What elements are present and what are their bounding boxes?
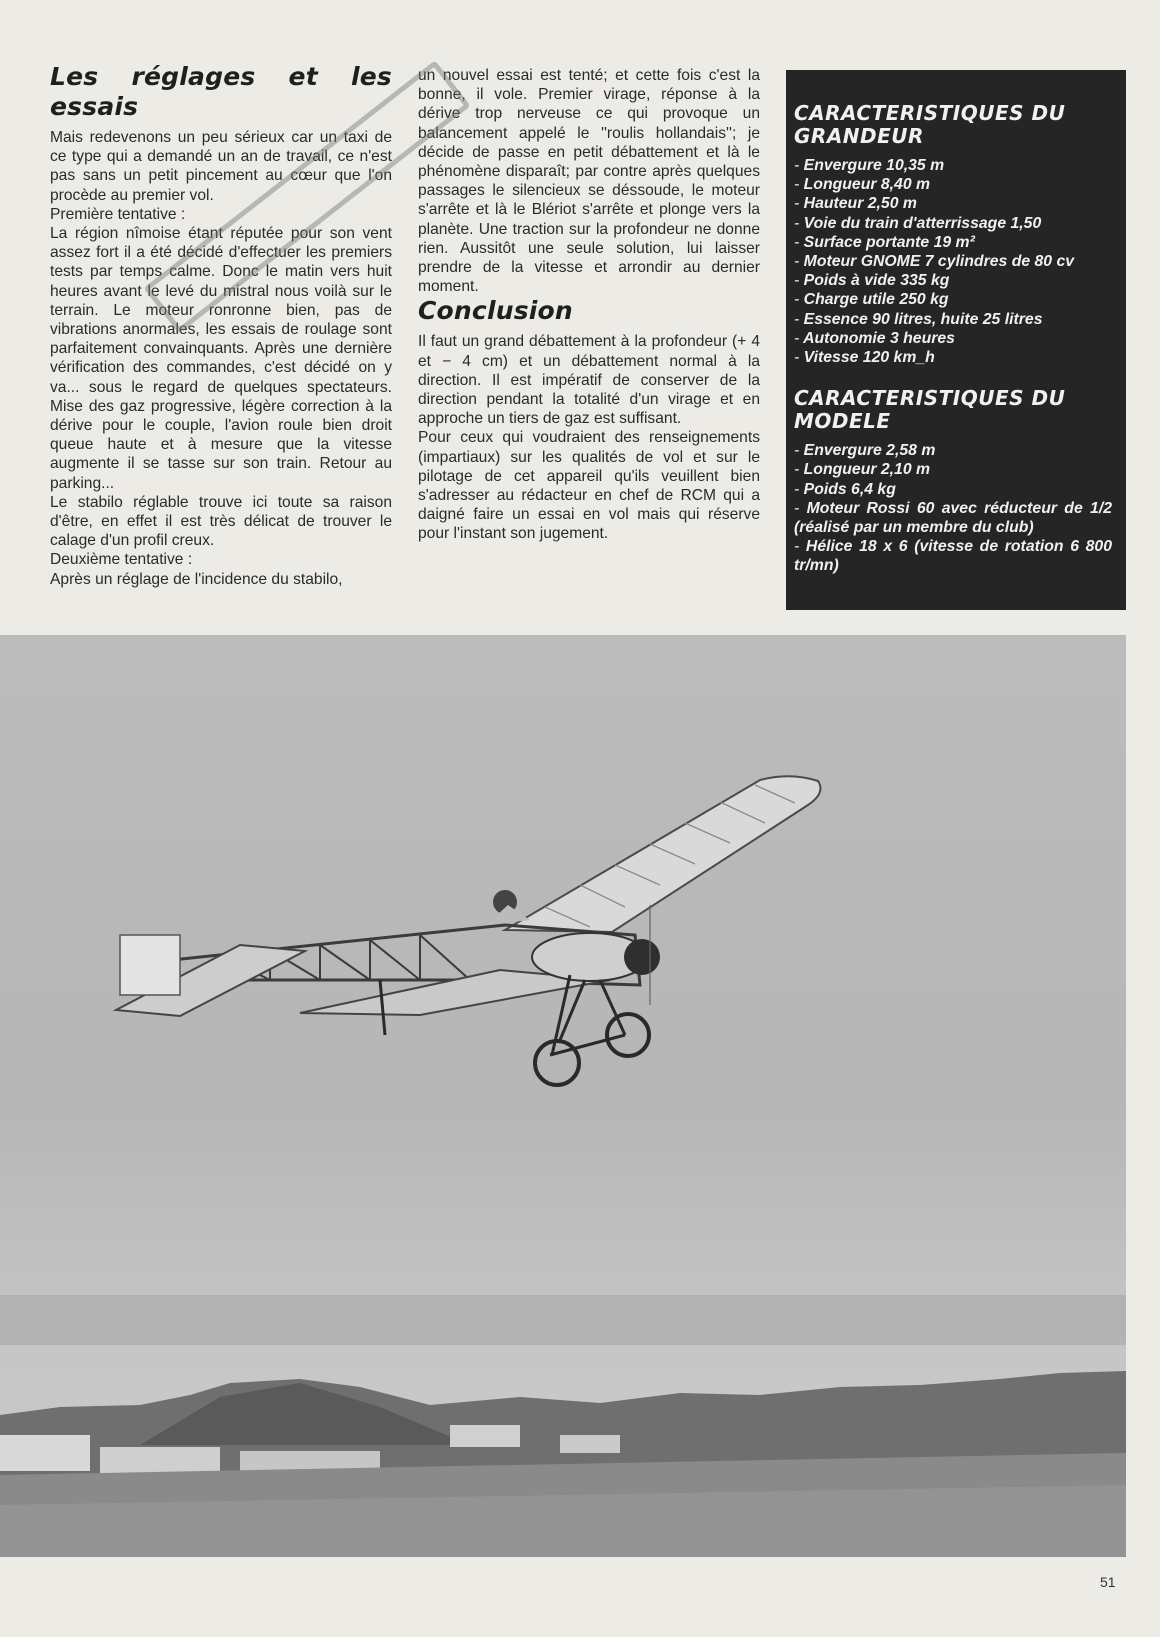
paragraph: Mais redevenons un peu sérieux car un taxi de ce type qui a demandé un an de travail, ce n'est pas sans un petit pincement au cœur que l'on procède au premier vol. <box>50 129 392 204</box>
specs-title-grandeur: CARACTERISTIQUES DU GRANDEUR <box>794 101 1066 148</box>
paragraph: un nouvel essai est tenté; et cette fois c'est la bonne, il vole. Premier virage, réponse à la dérive trop nerveuse ce qui provoque un balancement appelé le ''roulis hollandais''; je décide de passe en petit débattement et là le phénomène disparaît; par contre après quelques passages le silencieux se déssoude, le moteur s'arrête et là le Blériot s'arrête et plonge vers la planète. Une traction sur la profondeur ne donne rien. Aussitôt une seule solution, lui laisser prendre de la vitesse et arrondir au dernier moment. <box>418 67 760 296</box>
building <box>100 1447 220 1473</box>
spec-item: - Envergure 2,58 m <box>794 442 936 460</box>
spec-item: - Charge utile 250 kg <box>794 291 949 309</box>
paragraph: La région nîmoise étant réputée pour son vent assez fort il a été décidé d'effectuer les premiers tests par temps calme. Donc le matin vers huit heures avant le levé du mistral nous voilà sur le terrain. Le moteur ronronne bien, pas de vibrations anormales, les essais de roulage sont parfaitement convainquants. Après une dernière vérification des commandes, c'est décidé on y va... sous le regard de quelques spectateurs. Mise des gaz progressive, légère correction à la dérive pour le couple, l'avion roule bien droit queue haute et à mesure que la vitesse augmente il se tasse sur son train. Retour au parking... <box>50 225 392 492</box>
paragraph: Il faut un grand débattement à la profondeur (+ 4 et − 4 cm) et un débattement normal à la direction. Il est impératif de conserver de la direction pendant la totalité d'un virage et en approche un tiers de gaz est suffisant. <box>418 333 760 428</box>
aircraft-photo <box>0 635 1126 1557</box>
bleriot-monoplane-illustration <box>0 635 1126 1557</box>
specifications-box <box>786 70 1126 610</box>
spec-item: - Longueur 8,40 m <box>794 176 931 194</box>
page-number: 51 <box>1100 1574 1116 1590</box>
article-column-middle <box>418 66 760 544</box>
spec-item: - Hauteur 2,50 m <box>794 195 917 213</box>
rudder <box>120 935 180 995</box>
section-heading-conclusion: Conclusion <box>418 296 573 326</box>
specs-list-grandeur <box>794 156 1112 367</box>
building <box>560 1435 620 1453</box>
spec-item: - Poids à vide 335 kg <box>794 272 950 290</box>
paragraph: Pour ceux qui voudraient des renseignements (impartiaux) sur les qualités de vol et sur le pilotage de cet appareil qu'ils veuillent bien s'adresser au rédacteur en chef de RCM qui a daigné faire un essai en vol mais qui réserve pour l'instant son jugement. <box>418 429 760 543</box>
spec-item: - Hélice 18 x 6 (vitesse de rotation 6 800 tr/mn) <box>794 538 1112 575</box>
specs-title-modele: CARACTERISTIQUES DU MODELE <box>794 386 1066 434</box>
paragraph: Première tentative : <box>50 205 186 223</box>
spec-item: - Vitesse 120 km_h <box>794 349 935 367</box>
spec-item: - Surface portante 19 m² <box>794 233 975 251</box>
spec-item: - Moteur Rossi 60 avec réducteur de 1/2 (réalisé par un membre du club) <box>794 499 1112 537</box>
rotary-engine <box>624 939 660 975</box>
building <box>0 1435 90 1471</box>
specs-list-modele <box>794 441 1112 575</box>
spec-item: - Longueur 2,10 m <box>794 461 931 479</box>
section-heading-reglages: Les réglages et les essais <box>50 62 392 121</box>
spec-item: - Voie du train d'atterrissage 1,50 <box>794 214 1042 232</box>
spec-item: - Moteur GNOME 7 cylindres de 80 cv <box>794 253 1075 271</box>
spec-item: - Envergure 10,35 m <box>794 157 945 174</box>
spec-item: - Essence 90 litres, huite 25 litres <box>794 310 1043 328</box>
spec-item: - Autonomie 3 heures <box>794 329 955 347</box>
spec-item: - Poids 6,4 kg <box>794 480 896 498</box>
paragraph: Le stabilo réglable trouve ici toute sa raison d'être, en effet il est très délicat de trouver le calage d'un profil creux. <box>50 493 392 550</box>
paragraph: Après un réglage de l'incidence du stabilo, <box>50 570 343 588</box>
building <box>450 1425 520 1447</box>
cloud-band <box>0 1295 1126 1345</box>
paragraph: Deuxième tentative : <box>50 551 193 569</box>
article-column-left <box>50 62 392 589</box>
